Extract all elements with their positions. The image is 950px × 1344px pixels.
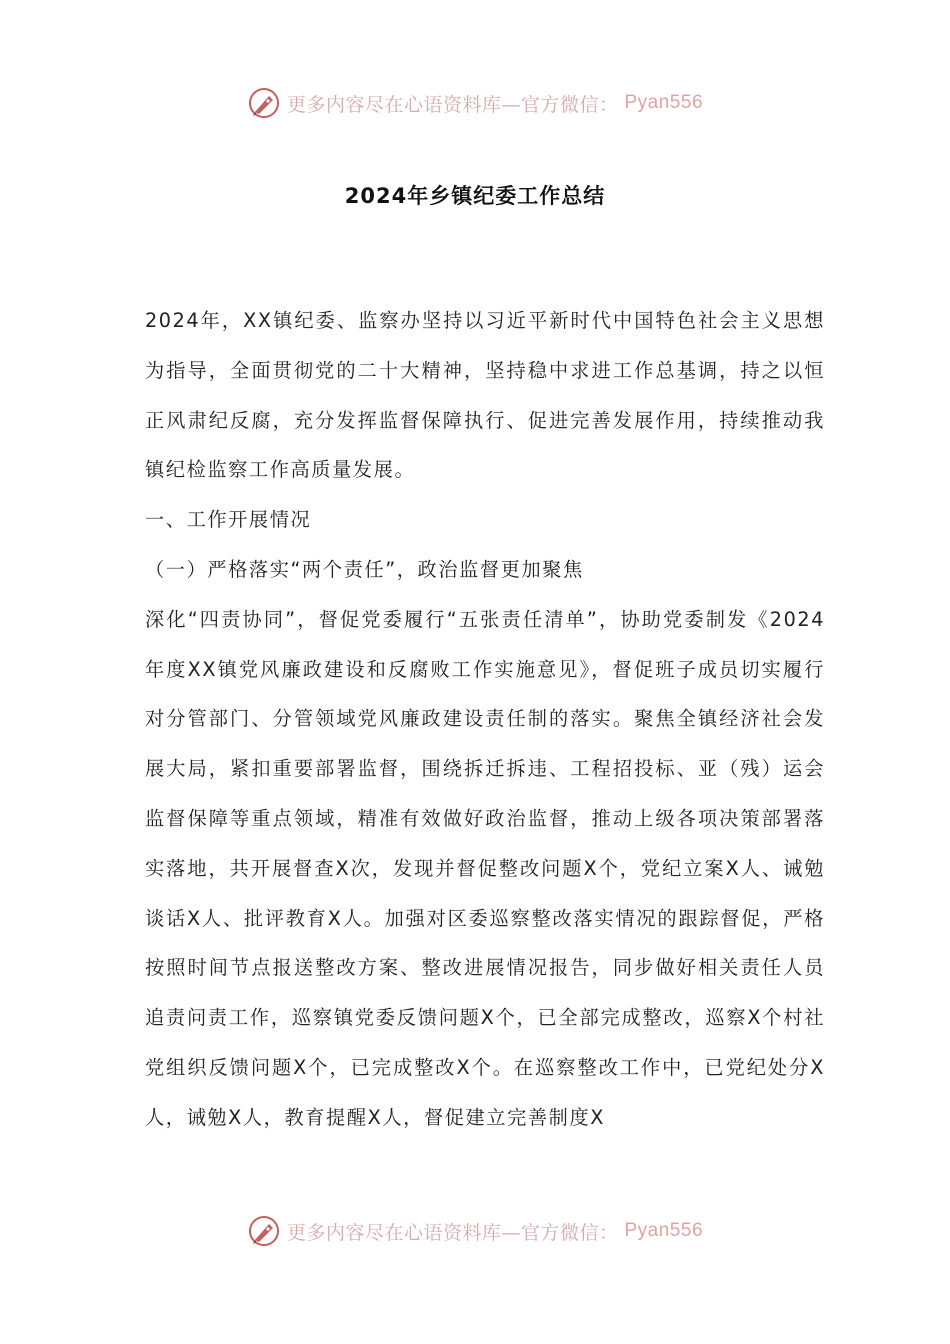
pen-nib-icon bbox=[247, 1214, 281, 1248]
watermark-wechat-id: Pyan556 bbox=[624, 92, 704, 113]
watermark-header bbox=[0, 86, 950, 120]
subsection-heading: （一）严格落实“两个责任”，政治监督更加聚焦 bbox=[145, 557, 584, 581]
document-title: 2024年乡镇纪委工作总结 bbox=[344, 184, 606, 208]
watermark-footer bbox=[0, 1214, 950, 1248]
watermark-text: 更多内容尽在心语资料库—官方微信： bbox=[286, 1221, 619, 1244]
watermark-text: 更多内容尽在心语资料库—官方微信： bbox=[286, 93, 619, 116]
pen-nib-icon bbox=[247, 86, 281, 120]
intro-paragraph: 2024年，XX镇纪委、监察办坚持以习近平新时代中国特色社会主义思想为指导，全面贯彻党的二十大精神，坚持稳中求进工作总基调，持之以恒正风肃纪反腐，充分发挥监督保障执行、促进完善发展作用，持续推动我镇纪检监察工作高质量发展。 bbox=[145, 309, 825, 482]
watermark-wechat-id: Pyan556 bbox=[624, 1220, 704, 1241]
body-paragraph: 深化“四责协同”，督促党委履行“五张责任清单”，协助党委制发《2024年度XX镇党风廉政建设和反腐败工作实施意见》，督促班子成员切实履行对分管部门、分管领域党风廉政建设责任制的落实。聚焦全镇经济社会发展大局，紧扣重要部署监督，围绕拆迁拆违、工程招投标、亚（残）运会监督保障等重点领域，精准有效做好政治监督，推动上级各项决策部署落实落地，共开展督查X次，发现并督促整改问题X个，党纪立案X人、诫勉谈话X人、批评教育X人。加强对区委巡察整改落实情况的跟踪督促，严格按照时间节点报送整改方案、整改进展情况报告，同步做好相关责任人员追责问责工作，巡察镇党委反馈问题X个，已全部完成整改，巡察X个村社党组织反馈问题X个，已完成整改X个。在巡察整改工作中，已党纪处分X人，诫勉X人，教育提醒X人，督促建立完善制度X bbox=[145, 607, 825, 1129]
document-body bbox=[145, 296, 825, 1143]
section-heading: 一、工作开展情况 bbox=[145, 508, 312, 532]
